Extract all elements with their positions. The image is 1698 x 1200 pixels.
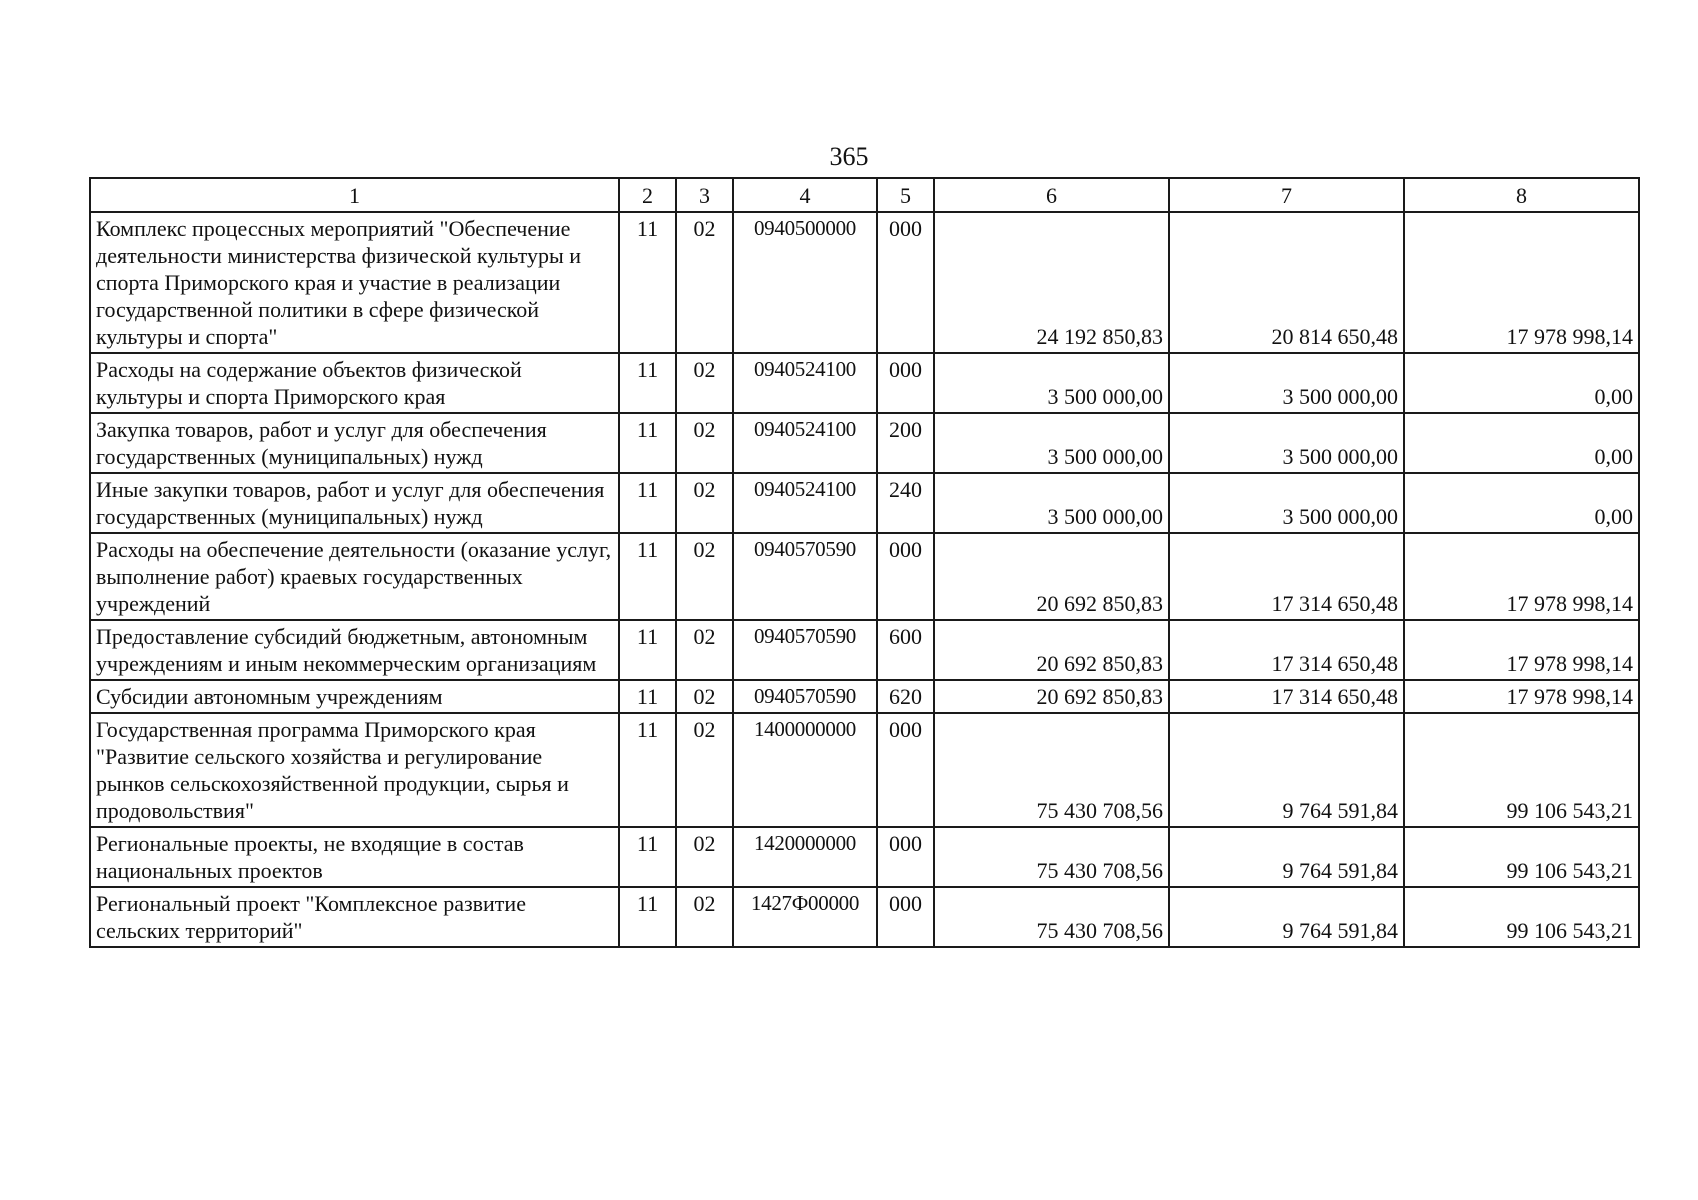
amount-col6: 3 500 000,00 xyxy=(934,353,1169,413)
subsection-code: 02 xyxy=(676,713,733,827)
amount-col7: 9 764 591,84 xyxy=(1169,887,1404,947)
amount-col8: 17 978 998,14 xyxy=(1404,533,1639,620)
table-row xyxy=(90,533,1639,620)
section-code: 11 xyxy=(619,353,676,413)
section-code: 11 xyxy=(619,680,676,713)
table-row xyxy=(90,212,1639,353)
amount-col7: 9 764 591,84 xyxy=(1169,713,1404,827)
amount-col7: 3 500 000,00 xyxy=(1169,413,1404,473)
amount-col8: 17 978 998,14 xyxy=(1404,680,1639,713)
amount-col7: 3 500 000,00 xyxy=(1169,473,1404,533)
subsection-code: 02 xyxy=(676,212,733,353)
amount-col7: 20 814 650,48 xyxy=(1169,212,1404,353)
amount-col6: 75 430 708,56 xyxy=(934,827,1169,887)
section-code: 11 xyxy=(619,887,676,947)
amount-col6: 3 500 000,00 xyxy=(934,413,1169,473)
expense-type-code: 000 xyxy=(877,533,934,620)
table-row xyxy=(90,887,1639,947)
column-header: 7 xyxy=(1169,178,1404,212)
amount-col7: 17 314 650,48 xyxy=(1169,680,1404,713)
section-code: 11 xyxy=(619,713,676,827)
target-article-code: 0940524100 xyxy=(733,413,877,473)
amount-col8: 0,00 xyxy=(1404,473,1639,533)
expense-type-code: 620 xyxy=(877,680,934,713)
expense-name: Комплекс процессных мероприятий "Обеспечение деятельности министерства физической культуры и спорта Приморского края и участие в реализации государственной политики в сфере физической культуры и спорта" xyxy=(90,212,619,353)
amount-col8: 0,00 xyxy=(1404,413,1639,473)
expense-type-code: 600 xyxy=(877,620,934,680)
column-header: 4 xyxy=(733,178,877,212)
column-header: 3 xyxy=(676,178,733,212)
expense-name: Предоставление субсидий бюджетным, автономным учреждениям и иным некоммерческим организациям xyxy=(90,620,619,680)
expense-type-code: 000 xyxy=(877,887,934,947)
amount-col8: 0,00 xyxy=(1404,353,1639,413)
expense-name: Закупка товаров, работ и услуг для обеспечения государственных (муниципальных) нужд xyxy=(90,413,619,473)
subsection-code: 02 xyxy=(676,887,733,947)
subsection-code: 02 xyxy=(676,533,733,620)
column-header: 2 xyxy=(619,178,676,212)
section-code: 11 xyxy=(619,620,676,680)
amount-col8: 17 978 998,14 xyxy=(1404,212,1639,353)
subsection-code: 02 xyxy=(676,353,733,413)
expense-type-code: 240 xyxy=(877,473,934,533)
subsection-code: 02 xyxy=(676,620,733,680)
amount-col6: 75 430 708,56 xyxy=(934,887,1169,947)
amount-col8: 17 978 998,14 xyxy=(1404,620,1639,680)
subsection-code: 02 xyxy=(676,827,733,887)
target-article-code: 1420000000 xyxy=(733,827,877,887)
table-header-row xyxy=(90,178,1639,212)
expense-name: Расходы на содержание объектов физической культуры и спорта Приморского края xyxy=(90,353,619,413)
target-article-code: 0940524100 xyxy=(733,353,877,413)
table-row xyxy=(90,413,1639,473)
section-code: 11 xyxy=(619,533,676,620)
amount-col7: 9 764 591,84 xyxy=(1169,827,1404,887)
amount-col7: 17 314 650,48 xyxy=(1169,620,1404,680)
subsection-code: 02 xyxy=(676,413,733,473)
expense-type-code: 000 xyxy=(877,212,934,353)
expense-type-code: 000 xyxy=(877,713,934,827)
amount-col6: 3 500 000,00 xyxy=(934,473,1169,533)
table-row xyxy=(90,713,1639,827)
expense-name: Расходы на обеспечение деятельности (оказание услуг, выполнение работ) краевых государственных учреждений xyxy=(90,533,619,620)
target-article-code: 1427Ф00000 xyxy=(733,887,877,947)
table-row xyxy=(90,353,1639,413)
expense-name: Субсидии автономным учреждениям xyxy=(90,680,619,713)
column-header: 5 xyxy=(877,178,934,212)
section-code: 11 xyxy=(619,473,676,533)
target-article-code: 0940570590 xyxy=(733,620,877,680)
expense-name: Региональный проект "Комплексное развитие сельских территорий" xyxy=(90,887,619,947)
amount-col8: 99 106 543,21 xyxy=(1404,713,1639,827)
page-number: 365 xyxy=(829,142,869,171)
target-article-code: 0940570590 xyxy=(733,533,877,620)
amount-col6: 20 692 850,83 xyxy=(934,533,1169,620)
table-row xyxy=(90,827,1639,887)
amount-col6: 24 192 850,83 xyxy=(934,212,1169,353)
amount-col6: 75 430 708,56 xyxy=(934,713,1169,827)
amount-col7: 3 500 000,00 xyxy=(1169,353,1404,413)
expense-type-code: 000 xyxy=(877,353,934,413)
section-code: 11 xyxy=(619,413,676,473)
budget-table xyxy=(89,177,1640,948)
amount-col6: 20 692 850,83 xyxy=(934,680,1169,713)
amount-col7: 17 314 650,48 xyxy=(1169,533,1404,620)
amount-col8: 99 106 543,21 xyxy=(1404,827,1639,887)
expense-name: Региональные проекты, не входящие в состав национальных проектов xyxy=(90,827,619,887)
section-code: 11 xyxy=(619,827,676,887)
table-row xyxy=(90,473,1639,533)
expense-type-code: 000 xyxy=(877,827,934,887)
expense-type-code: 200 xyxy=(877,413,934,473)
target-article-code: 0940500000 xyxy=(733,212,877,353)
section-code: 11 xyxy=(619,212,676,353)
table-row xyxy=(90,680,1639,713)
target-article-code: 0940570590 xyxy=(733,680,877,713)
target-article-code: 1400000000 xyxy=(733,713,877,827)
amount-col6: 20 692 850,83 xyxy=(934,620,1169,680)
expense-name: Иные закупки товаров, работ и услуг для обеспечения государственных (муниципальных) нужд xyxy=(90,473,619,533)
column-header: 8 xyxy=(1404,178,1639,212)
amount-col8: 99 106 543,21 xyxy=(1404,887,1639,947)
subsection-code: 02 xyxy=(676,473,733,533)
column-header: 6 xyxy=(934,178,1169,212)
column-header: 1 xyxy=(90,178,619,212)
target-article-code: 0940524100 xyxy=(733,473,877,533)
table-row xyxy=(90,620,1639,680)
expense-name: Государственная программа Приморского края "Развитие сельского хозяйства и регулирование рынков сельскохозяйственной продукции, сырья и продовольствия" xyxy=(90,713,619,827)
subsection-code: 02 xyxy=(676,680,733,713)
